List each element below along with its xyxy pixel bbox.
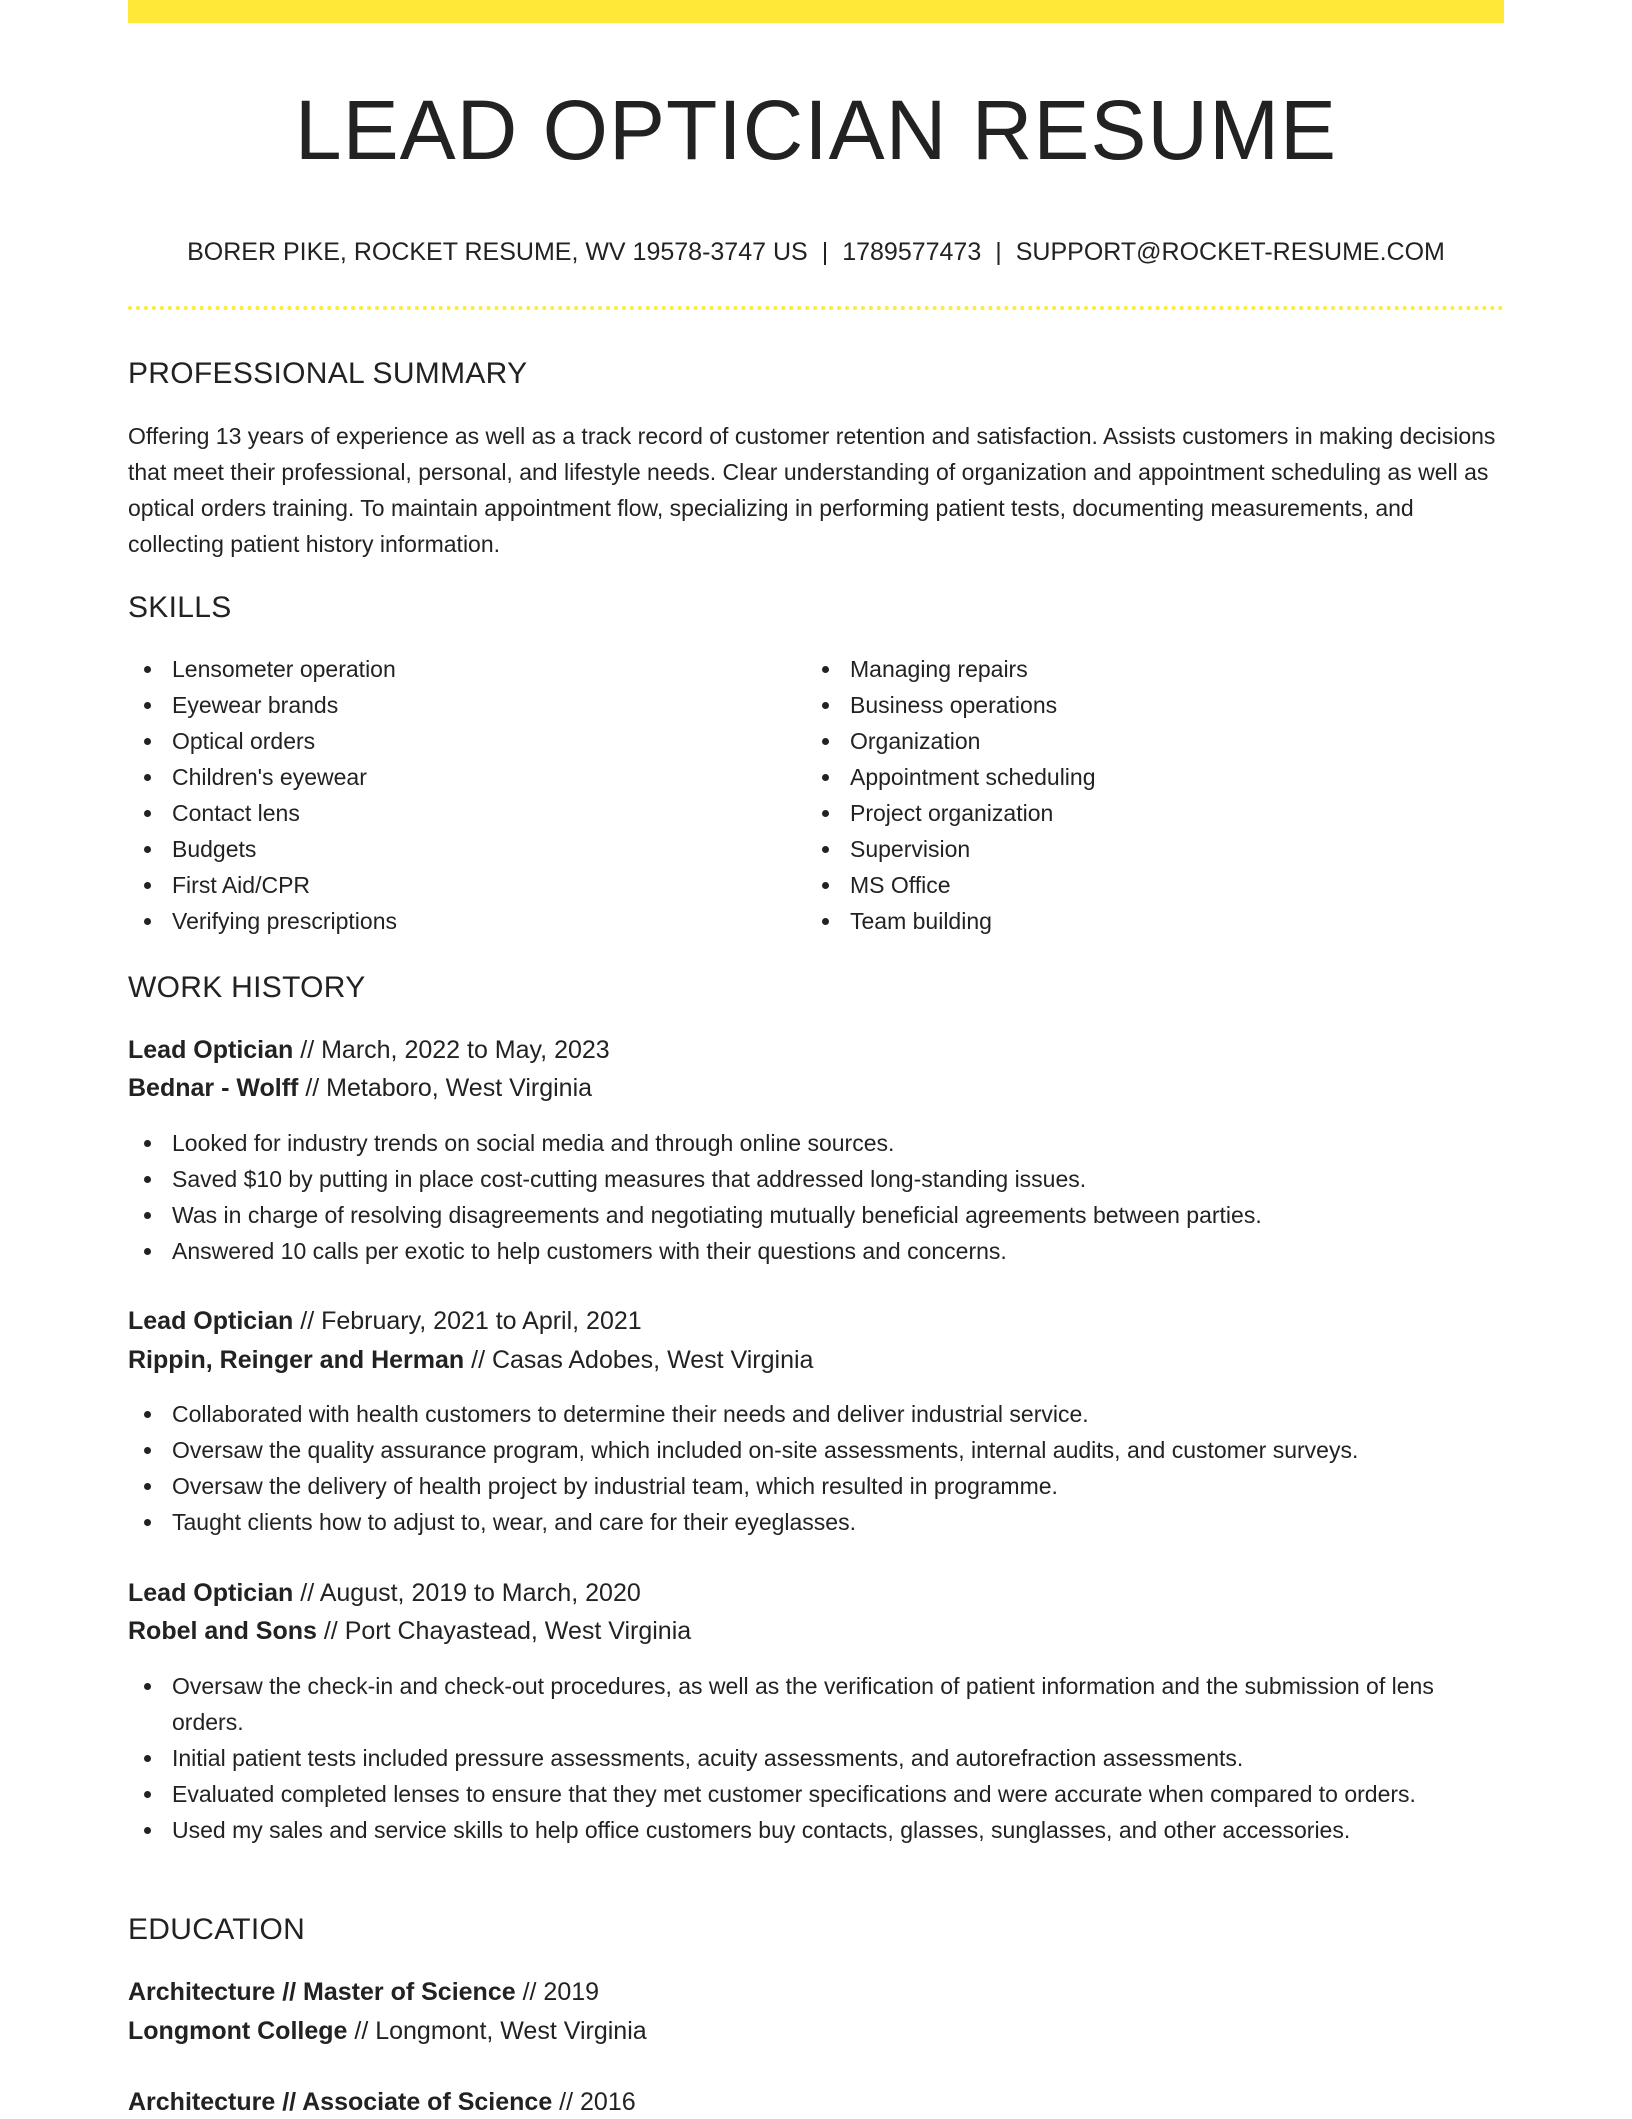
job-bullet: Evaluated completed lenses to ensure that they met customer specifications and were accurate when compared to orders.: [128, 1776, 1504, 1812]
job-title: Lead Optician: [128, 1036, 294, 1064]
job-dates: // February, 2021 to April, 2021: [293, 1307, 642, 1335]
work-history-heading: WORK HISTORY: [128, 971, 366, 1004]
education-school-line: [128, 2014, 647, 2048]
contact-phone: 1789577473: [842, 238, 982, 266]
job-company-line: [128, 1071, 592, 1105]
skill-item: MS Office: [806, 867, 1466, 903]
skill-item: Children's eyewear: [128, 759, 788, 795]
skills-list-left: [128, 651, 788, 939]
job-title-line: [128, 1033, 610, 1067]
job-location: // Metaboro, West Virginia: [298, 1074, 593, 1102]
job-bullet: Collaborated with health customers to determine their needs and deliver industrial service.: [128, 1396, 1504, 1432]
skill-item: Lensometer operation: [128, 651, 788, 687]
contact-separator: |: [821, 238, 829, 266]
education-year: // 2019: [515, 1978, 600, 2006]
skill-item: Managing repairs: [806, 651, 1466, 687]
education-year: // 2016: [552, 2088, 636, 2116]
contact-email: SUPPORT@ROCKET-RESUME.COM: [1015, 238, 1445, 266]
skill-item: Contact lens: [128, 795, 788, 831]
job-bullet: Was in charge of resolving disagreements and negotiating mutually beneficial agreements between parties.: [128, 1197, 1504, 1233]
resume-title: LEAD OPTICIAN RESUME: [294, 83, 1338, 177]
job-bullet: Taught clients how to adjust to, wear, and care for their eyeglasses.: [128, 1504, 1504, 1540]
education-degree: Architecture // Associate of Science: [128, 2088, 553, 2116]
job-dates: // March, 2022 to May, 2023: [293, 1036, 610, 1064]
job-bullet: Oversaw the delivery of health project by industrial team, which resulted in programme.: [128, 1468, 1504, 1504]
skill-item: Business operations: [806, 687, 1466, 723]
job-title-line: [128, 1304, 642, 1338]
education-location: // Longmont, West Virginia: [347, 2017, 647, 2045]
job-bullet: Looked for industry trends on social media and through online sources.: [128, 1125, 1504, 1161]
job-bullets: [128, 1396, 1504, 1540]
skill-item: Team building: [806, 903, 1466, 939]
job-dates: // August, 2019 to March, 2020: [293, 1579, 641, 1607]
education-degree-line: [128, 1975, 599, 2009]
job-bullet: Answered 10 calls per exotic to help customers with their questions and concerns.: [128, 1233, 1504, 1269]
top-accent-bar: [128, 0, 1504, 23]
education-school: Longmont College: [128, 2017, 348, 2045]
job-company-line: [128, 1343, 813, 1377]
skill-item: Eyewear brands: [128, 687, 788, 723]
job-title: Lead Optician: [128, 1579, 294, 1607]
education-degree: Architecture // Master of Science: [128, 1978, 516, 2006]
job-location: // Port Chayastead, West Virginia: [316, 1617, 692, 1645]
job-bullet: Oversaw the check-in and check-out procedures, as well as the verification of patient information and the submission of lens orders.: [128, 1668, 1504, 1740]
education-degree-line: [128, 2085, 636, 2119]
job-title-line: [128, 1576, 641, 1610]
job-company: Bednar - Wolff: [128, 1074, 299, 1102]
job-bullets: [128, 1668, 1504, 1848]
job-bullet: Oversaw the quality assurance program, which included on-site assessments, internal audits, and customer surveys.: [128, 1432, 1504, 1468]
contact-line: [128, 236, 1504, 268]
job-bullets: [128, 1125, 1504, 1269]
summary-heading: PROFESSIONAL SUMMARY: [128, 357, 528, 390]
job-bullet: Used my sales and service skills to help office customers buy contacts, glasses, sunglasses, and other accessories.: [128, 1812, 1504, 1848]
skill-item: Budgets: [128, 831, 788, 867]
contact-address: BORER PIKE, ROCKET RESUME, WV 19578-3747 US: [187, 238, 808, 266]
summary-text: Offering 13 years of experience as well as a track record of customer retention and satisfaction. Assists customers in making decisions that meet their professional, personal, and lifestyle needs. Clear understanding of organization and appointment scheduling as well as optical orders training. To maintain appointment flow, specializing in performing patient tests, documenting measurements, and collecting patient history information.: [128, 423, 1496, 557]
skill-item: Supervision: [806, 831, 1466, 867]
skill-item: Appointment scheduling: [806, 759, 1466, 795]
skill-item: Organization: [806, 723, 1466, 759]
job-company-line: [128, 1614, 691, 1648]
skill-item: Verifying prescriptions: [128, 903, 788, 939]
job-bullet: Initial patient tests included pressure assessments, acuity assessments, and autorefraction assessments.: [128, 1740, 1504, 1776]
skills-list-right: [806, 651, 1466, 939]
job-location: // Casas Adobes, West Virginia: [464, 1346, 814, 1374]
contact-separator: |: [995, 238, 1002, 266]
job-bullet: Saved $10 by putting in place cost-cutting measures that addressed long-standing issues.: [128, 1161, 1504, 1197]
job-title: Lead Optician: [128, 1307, 294, 1335]
dotted-divider: [128, 306, 1504, 310]
skills-heading: SKILLS: [128, 591, 232, 624]
job-company: Rippin, Reinger and Herman: [128, 1346, 465, 1374]
education-heading: EDUCATION: [128, 1913, 306, 1946]
skill-item: Project organization: [806, 795, 1466, 831]
skill-item: Optical orders: [128, 723, 788, 759]
skill-item: First Aid/CPR: [128, 867, 788, 903]
job-company: Robel and Sons: [128, 1617, 317, 1645]
